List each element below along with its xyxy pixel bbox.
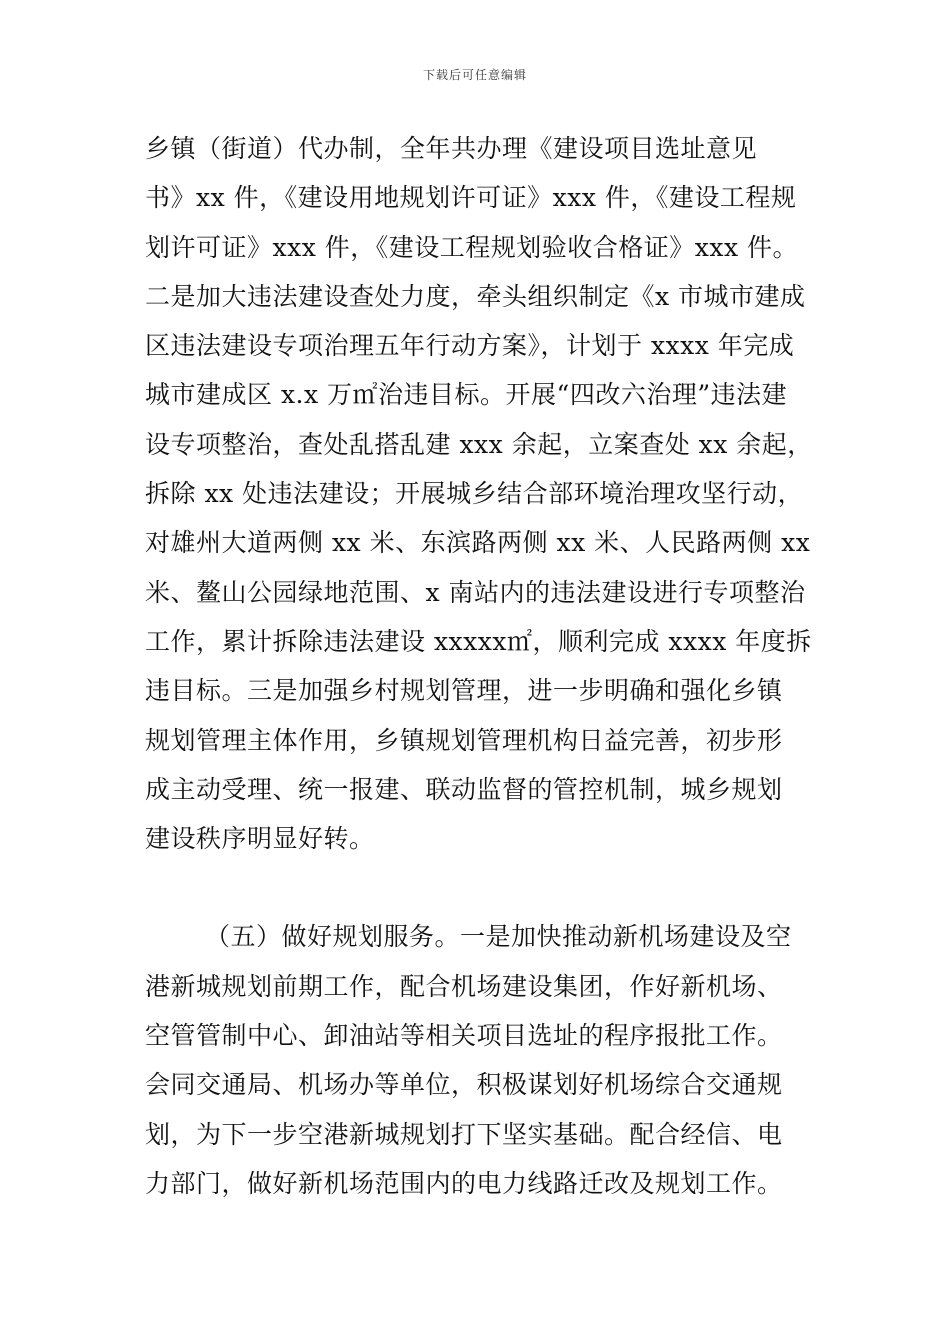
text-line: 设专项整治，查处乱搭乱建 xxx 余起，立案查处 xx 余起， [145,429,813,459]
text-line: 力部门，做好新机场范围内的电力线路迁改及规划工作。 [145,1168,783,1198]
text-line: 划，为下一步空港新城规划打下坚实基础。配合经信、电 [145,1119,783,1149]
text-line: 会同交通局、机场办等单位，积极谋划好机场综合交通规 [145,1070,783,1100]
text-line: 空管管制中心、卸油站等相关项目选址的程序报批工作。 [145,1021,783,1051]
text-line: 建设秩序明显好转。 [145,824,375,854]
text-line: 米、鳌山公园绿地范围、x 南站内的违法建设进行专项整治 [145,577,806,607]
text-line: 规划管理主体作用，乡镇规划管理机构日益完善，初步形 [145,725,783,755]
text-line: 拆除 xx 处违法建设；开展城乡结合部环境治理攻坚行动， [145,479,804,509]
text-line: 工作，累计拆除违法建设 xxxxx㎡，顺利完成 xxxx 年度拆 [145,626,812,656]
page-header-note: 下载后可任意编辑 [422,68,527,82]
text-line: 乡镇（街道）代办制，全年共办理《建设项目选址意见 [145,134,758,163]
text-line: 区违法建设专项治理五年行动方案》，计划于 xxxx 年完成 [145,331,795,361]
paragraph-2 [145,912,810,1208]
paragraph-spacer [145,863,810,912]
text-line: 二是加大违法建设查处力度，牵头组织制定《x 市城市建成 [145,281,806,311]
document-body [145,124,813,1208]
text-line: 成主动受理、统一报建、联动监督的管控机制，城乡规划 [145,774,783,804]
paragraph-1 [145,124,813,863]
text-line: 对雄州大道两侧 xx 米、东滨路两侧 xx 米、人民路两侧 xx [145,528,811,558]
text-line: 违目标。三是加强乡村规划管理，进一步明确和强化乡镇 [145,676,783,706]
text-line: 书》xx 件，《建设用地规划许可证》xxx 件，《建设工程规 [145,183,797,213]
text-line: 港新城规划前期工作，配合机场建设集团，作好新机场、 [145,971,783,1001]
text-line: 城市建成区 x.x 万㎡治违目标。开展“四改六治理”违法建 [145,380,788,410]
text-line-indented: （五）做好规划服务。一是加快推动新机场建设及空 [205,922,792,952]
text-line: 划许可证》xxx 件，《建设工程规划验收合格证》xxx 件。 [145,232,798,262]
